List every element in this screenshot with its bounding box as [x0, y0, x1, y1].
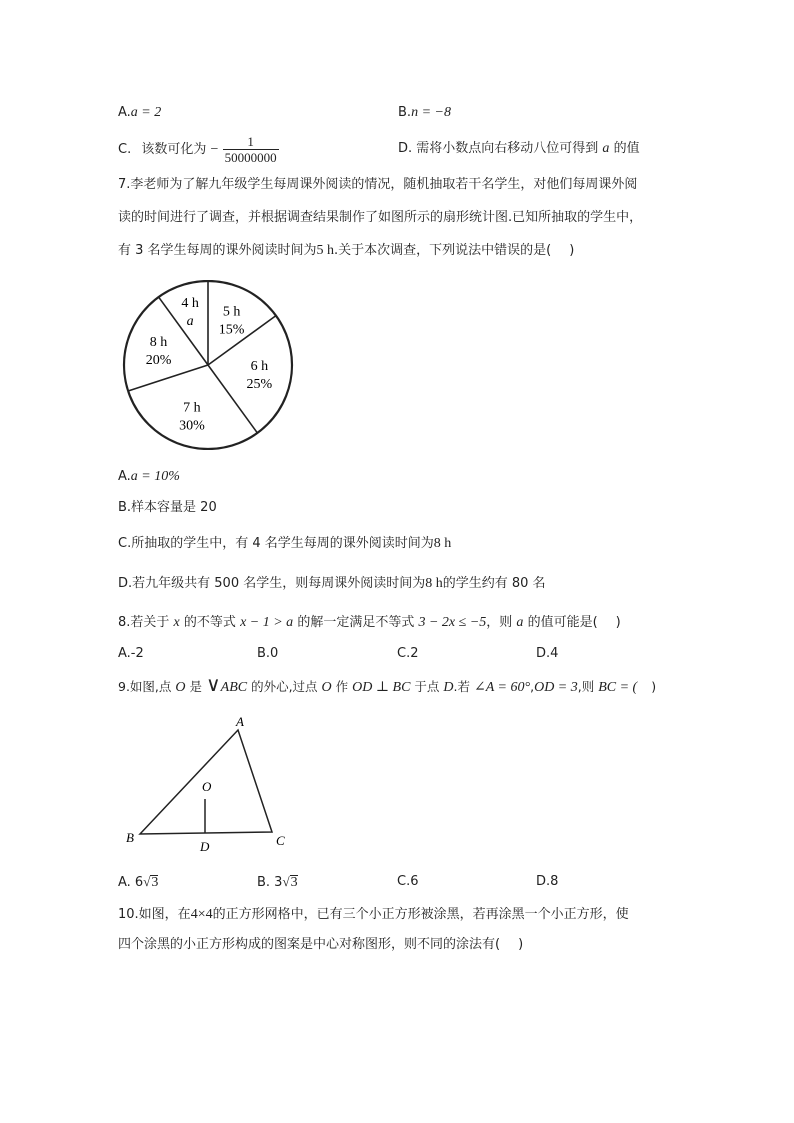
- q7-line-1: 7.李老师为了解九年级学生每周课外阅读的情况，随机抽取若干名学生，对他们每周课外阅: [118, 177, 638, 192]
- pie-divider: [208, 365, 257, 433]
- pie-slice-label: 7 h: [183, 400, 201, 416]
- q7-option-d[interactable]: D.若九年级共有 500 名学生，则每周课外阅读时间为8 h的学生约有 80 名: [118, 576, 546, 591]
- fraction: $\frac{1}{50000000}$: [224, 134, 277, 165]
- q9-option-b[interactable]: B. 3√3: [257, 874, 298, 890]
- q6-option-d[interactable]: D. 需将小数点向右移动八位可得到 a 的值: [398, 141, 640, 156]
- pie-slice-label: 8 h: [149, 334, 168, 350]
- q9-option-d[interactable]: D.8: [536, 874, 559, 889]
- pie-slice-value: 30%: [179, 418, 205, 434]
- pie-slice-value: 25%: [246, 377, 273, 393]
- q10-line-2: 四个涂黑的小正方形构成的图案是中心对称图形，则不同的涂法有( ): [118, 937, 524, 952]
- q8-option-b[interactable]: B.0: [257, 646, 279, 661]
- q8-option-a[interactable]: A.-2: [118, 646, 144, 661]
- label-c: C: [276, 833, 285, 848]
- pie-slice-label: 4 h: [181, 295, 199, 311]
- q7-option-b[interactable]: B.样本容量是 20: [118, 500, 217, 515]
- q7-option-c[interactable]: C.所抽取的学生中，有 4 名学生每周的课外阅读时间为8 h: [118, 536, 452, 551]
- triangle-figure: [118, 712, 298, 858]
- q9-stem: 9.如图,点 O 是 ∨ABC 的外心,过点 O 作 OD ⊥ BC 于点 D.若 ∠A = 60°,OD = 3,则 BC = ( ): [118, 674, 657, 696]
- q9-option-a[interactable]: A. 6√3: [118, 874, 159, 890]
- q6-option-a[interactable]: A.a = 2: [118, 105, 162, 120]
- q8-option-c[interactable]: C.2: [397, 646, 419, 661]
- label-o: O: [202, 779, 212, 794]
- q9-option-c[interactable]: C.6: [397, 874, 419, 889]
- pie-divider: [128, 365, 208, 391]
- q7-line-2: 读的时间进行了调查，并根据调查结果制作了如图所示的扇形统计图.已知所抽取的学生中，: [118, 210, 643, 225]
- label-d: D: [200, 839, 210, 854]
- q8-stem: 8.若关于 x 的不等式 x − 1 > a 的解一定满足不等式 3 − 2x ≤ −5，则 a 的值可能是( ): [118, 615, 621, 630]
- pie-slice-value: a: [186, 313, 194, 329]
- pie-slice-label: 6 h: [250, 359, 269, 375]
- label-b: B: [126, 830, 134, 845]
- pie-slice-value: 15%: [218, 322, 245, 338]
- pie-slice-label: 5 h: [222, 304, 241, 320]
- pie-chart: [118, 280, 300, 450]
- q7-option-a[interactable]: A.a = 10%: [118, 469, 180, 484]
- q6-option-c[interactable]: C. 该数可化为 − $\frac{1}{50000000}$: [118, 134, 277, 165]
- q6-option-b[interactable]: B.n = −8: [398, 105, 451, 120]
- label-a: A: [236, 714, 244, 729]
- q10-line-1: 10.如图，在4×4的正方形网格中，已有三个小正方形被涂黑，若再涂黑一个小正方形，使: [118, 907, 629, 922]
- q8-option-d[interactable]: D.4: [536, 646, 559, 661]
- pie-slice-value: 20%: [145, 352, 172, 368]
- q7-line-3: 有 3 名学生每周的课外阅读时间为5 h.关于本次调查，下列说法中错误的是( ): [118, 243, 575, 258]
